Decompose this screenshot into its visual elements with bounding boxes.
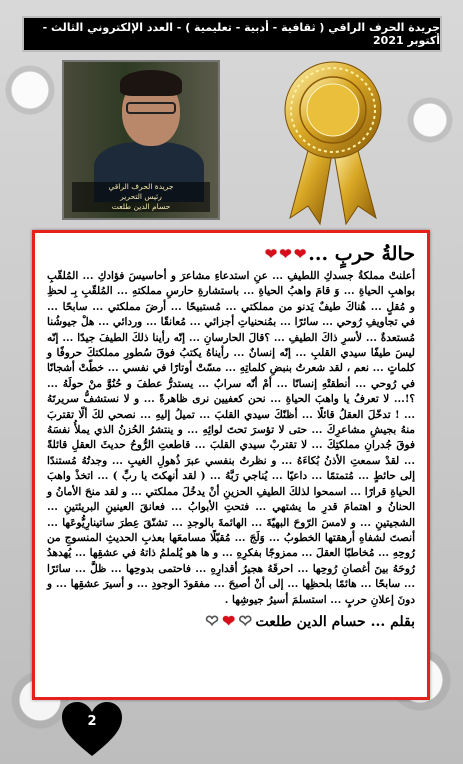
- newspaper-banner: [22, 16, 442, 52]
- article-title-row: [47, 239, 415, 269]
- page-number: 2: [87, 714, 97, 729]
- heart-icon: ❤: [222, 612, 235, 631]
- article-title: حالةُ حربٍ ...: [308, 243, 415, 265]
- article-signature: بقلم ... حسام الدين طلعت: [255, 613, 415, 630]
- heart-icon: ❤: [279, 244, 292, 263]
- article-signature-row: [47, 614, 415, 630]
- caption-line-2: رئيس التحرير: [120, 192, 162, 201]
- heart-outline-icon: ❤: [238, 612, 252, 631]
- heart-icon: ❤: [293, 244, 307, 263]
- heart-outline-icon: ❤: [205, 612, 219, 631]
- heart-icon: ❤: [264, 244, 278, 263]
- banner-text: جريدة الحرف الراقي ( ثقافية - أدبية - تعليمية ) - العدد الإلكتروني الثالث - أكتوبر 2021: [42, 21, 440, 47]
- article-frame: [32, 230, 430, 700]
- photo-hair: [120, 70, 182, 96]
- editor-photo: [62, 60, 220, 220]
- award-rosette-icon: [280, 58, 386, 228]
- caption-line-3: حسام الدين طلعت: [111, 202, 171, 211]
- caption-line-1: جريدة الحرف الراقي: [108, 182, 174, 191]
- photo-caption: [72, 182, 210, 212]
- page-number-heart-icon: [62, 702, 122, 758]
- article-body: أعلنتْ مملكةُ جسدكِ اللطيفِ ... عنِ استدعاءِ مشاعرَ و أحاسيسَ فؤادكِ ... المُلقّبِ بواهبِ الحياةِ ... وَ قامَ واهبُ الحياةِ ... باستشارةِ حارسِ مملكتهِ ... المُلقّبِ بِـ لحظِ و مُقلٍ ... هُناكَ طيفٌ يَدنو من مملكتي ... مُستبيحًا ... أرضَ مملكتي ... سابحًا ... في تجاويفِ رُوحي ... سائرًا ... بمُنحنياتِ أجزائي ... مُعانقًا ... وردائي ... هلْ جيوشُنا مُستعدةٌ ... لأسرِ ذاكَ الطيفِ ... ؟قالَ الحارسانِ ... إنّه رأينا ذلكَ الطيفَ جيدًا ... إنّه ليسَ طيفًا سيدي القلبِ ... إنّه إنسانٌ ... رأيناهُ يكتبُ فوقَ سُطورِ مملكتكَ حروفًا و كلماتٍ ... نعم ، لقد شعرتُ بنبضِ كلماتِهِ ... مسّتْ أوتارًا في نفسي ... خطّتْ أشجانًا في رُوحي ... أنطقتْهِ إنسانًا ... أمْ أنّه سرابٌ ... يستدرُّ عطفَ و حُنُوَّ منْ حولَهُ ... ؟!... لا تعرفُ يا واهبَ الحياةِ ... نحن كعفيين نرى ظاهرةً ... و لا نستشفُّ سريرتَهُ ... ! تدخّلَ العقلُ قائلًا ... أظنّكَ سيدي القلبَ ... تميلُ إليهِ ... نصحي لكَ ألّا تقتربَ منهُ بجيشِ مشاعرِكَ ... حتى لا تؤسرَ تحتَ لوائِهِ ... و ينتشرُ الحُزنُ الذي يملأُ نفسَهُ فوقَ جُدرانِ مملكتِكَ ... لا تقتربْ سيدي القلبَ ... قاطعتِ الرُّوحُ حديثَ العقلِ قائلةً ... لقدْ سمعتِ الأذنُ بُكاءَهُ ... و نظرتُ بنفسي عبرَ ذُهولِ الغيبِ ... وجدتُهُ مُستندًا إلى حائطٍ ... مُتمتمًا ... داعيًا ... يُناجي رَبَّهُ ... ( لقد أنهكتَ يا ربِّ ) ... اتخذْ واهبَ الحياةِ قرارًا ... اسمحوا لذلكَ الطيفِ الحزينِ أنْ يدخُلَ مملكتي ... و لقد منحَ الأمانُ و الحنانُ و اهتمامَ قدرِ ما يشتهي ... فتحتِ الأبوابُ ... فعانقَ العينينِ البريئتينِ ... الشجيتينِ ... و لامسَ الرّوحَ البهيّةَ ... الهائمةَ بالوجدِ ... تشنّقَ عِطرَ ساتينارِيُّوعَها ... أنصتَ لشفاهِ أرهقتها الخطوبُ ... وَلَجَ ... مُقبّلًا مسامعَها بعذبِ الحديثِ المنسوجِ من رُوحِهِ ... مُخاطبًا العقلَ ... ممزوجًا بفكرِهِ ... و ها هو يُلملمُ ذاتهُ في عشقِها ... يُهدهدُ رُوحَهُ بينَ أغصانِ رُوحِها ... احرقَهُ هجيرُ أقدارِهِ ... فاحتمى بدوحِها ... ظلَّ ... سائرًا ... سابحًا ... هائمًا بلحظِها ... إلى أنْ أصبحَ ... مفقودَ الوجودِ ... و أسيرَ عشقِها ... و دونَ إعلانِ حربٍ ... استسلمَ أسيرُ جيوشِها .: [47, 270, 415, 606]
- photo-glasses: [126, 102, 176, 114]
